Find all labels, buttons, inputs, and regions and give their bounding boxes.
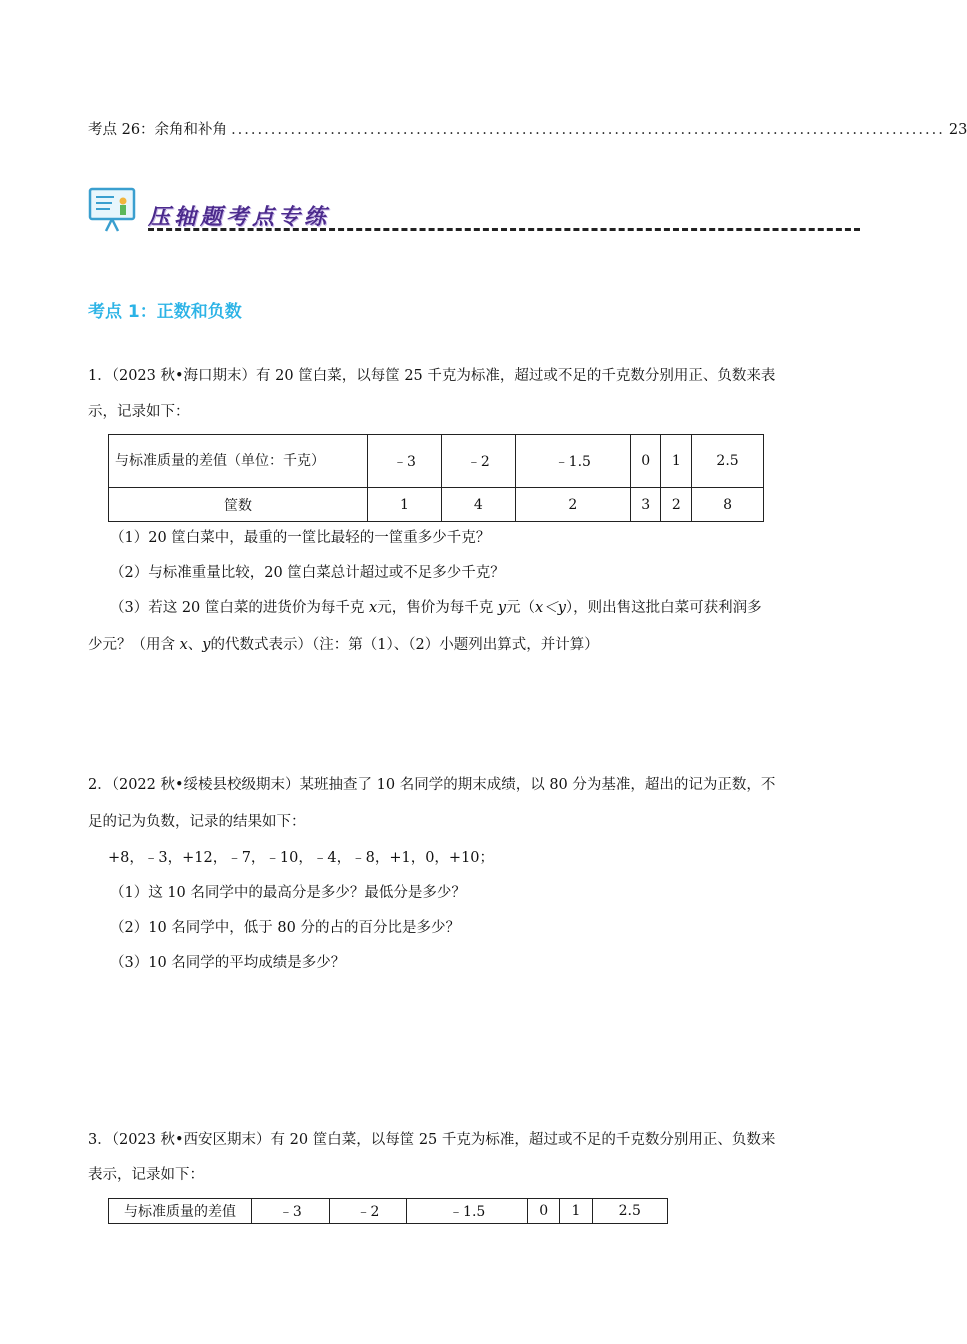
q3-line1: 3．（2023 秋•西安区期末）有 20 筐白菜，以每筐 25 千克为标准，超过或不足的千克数分别用正、负数来 (88, 1132, 776, 1148)
table-cell: 2 (515, 488, 630, 522)
banner-divider (148, 228, 860, 231)
var-y: y (202, 637, 211, 653)
q1-sub3-text: （3）若这 20 筐白菜的进货价为每千克 (110, 600, 365, 616)
toc-entry[interactable] (88, 118, 967, 139)
banner-title: 压轴题考点专练 (148, 204, 331, 230)
q1-line1: 1．（2023 秋•海口期末）有 20 筐白菜，以每筐 25 千克为标准，超过或不足的千克数分别用正、负数来表 (88, 368, 776, 384)
q2-sub1: （1）这 10 名同学中的最高分是多少？最低分是多少？ (110, 885, 466, 901)
q1-sub3-text: 元（ (506, 600, 536, 616)
q3-table (108, 1198, 668, 1224)
table-cell: 0 (630, 435, 661, 488)
q1-sub1: （1）20 筐白菜中，最重的一筐比最轻的一筐重多少千克？ (110, 530, 491, 546)
q1-sub3-line2 (88, 635, 599, 655)
var-x: x (369, 600, 378, 616)
q1-sub3-text: 的代数式表示）（注：第（1）、（2）小题列出算式，并计算） (210, 637, 599, 653)
toc-leader-dots: ............................................................................................................ (231, 122, 945, 138)
toc-title[interactable]: 考点 26：余角和补角 (88, 122, 228, 138)
q2-sub2: （2）10 名同学中，低于 80 分的占的百分比是多少？ (110, 920, 460, 936)
condition: x＜y (535, 600, 566, 616)
table-cell: 0 (528, 1199, 560, 1224)
q2-data-line: +8，﹣3，+12，﹣7，﹣10，﹣4，﹣8，+1，0，+10； (108, 850, 495, 866)
section-heading: 考点 1：正数和负数 (88, 302, 242, 322)
q1-sub3-text: 少元？（用含 (88, 637, 175, 653)
q3-line2: 表示，记录如下： (88, 1167, 204, 1183)
table-cell: ﹣3 (368, 435, 442, 488)
q1-table-row1-header: 与标准质量的差值（单位：千克） (109, 435, 368, 488)
table-cell: 8 (692, 488, 764, 522)
q3-table-row1-header: 与标准质量的差值 (109, 1199, 252, 1224)
table-cell: 1 (661, 435, 692, 488)
table-cell: ﹣1.5 (407, 1199, 528, 1224)
q2-sub3: （3）10 名同学的平均成绩是多少？ (110, 955, 346, 971)
q1-table (108, 434, 764, 522)
table-cell: 3 (630, 488, 661, 522)
q1-table-row2-header: 筐数 (109, 488, 368, 522)
q1-sub3 (110, 598, 762, 618)
table-cell: ﹣2 (329, 1199, 407, 1224)
toc-page-number: 23 (948, 122, 967, 138)
q1-sub3-text: 元，售价为每千克 (377, 600, 494, 616)
presentation-board-icon (88, 187, 138, 233)
table-cell: 2.5 (592, 1199, 668, 1224)
table-cell: ﹣2 (441, 435, 515, 488)
table-cell: ﹣3 (252, 1199, 330, 1224)
q2-line2: 足的记为负数，记录的结果如下： (88, 814, 306, 830)
q1-sub2: （2）与标准重量比较，20 筐白菜总计超过或不足多少千克？ (110, 565, 505, 581)
q1-sub3-text: 、 (187, 637, 203, 653)
var-x: x (179, 637, 188, 653)
table-cell: 2 (661, 488, 692, 522)
var-y: y (497, 600, 507, 616)
q2-line1: 2．（2022 秋•绥棱县校级期末）某班抽查了 10 名同学的期末成绩，以 80 分为基准，超出的记为正数，不 (88, 777, 776, 793)
q1-sub3-text: ），则出售这批白菜可获利润多 (565, 600, 762, 616)
table-cell: 1 (560, 1199, 592, 1224)
table-cell: 2.5 (692, 435, 764, 488)
table-cell: 4 (441, 488, 515, 522)
table-cell: 1 (368, 488, 442, 522)
table-cell: ﹣1.5 (515, 435, 630, 488)
q1-line2: 示，记录如下： (88, 404, 190, 420)
